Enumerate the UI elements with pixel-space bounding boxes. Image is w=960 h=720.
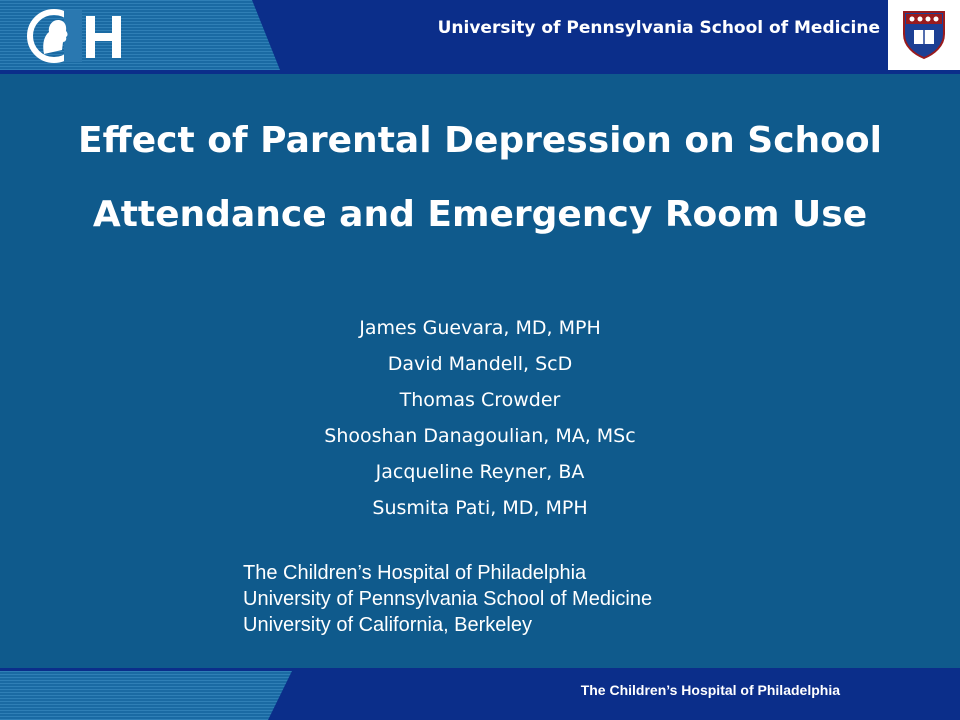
slide-title-line-1: Effect of Parental Depression on School [78, 120, 882, 161]
affiliation: University of California, Berkeley [243, 614, 532, 636]
footer-divider [0, 668, 960, 671]
author-name: Jacqueline Reyner, BA [375, 461, 585, 483]
author-name: David Mandell, ScD [387, 353, 573, 375]
penn-shield-icon [900, 8, 948, 60]
header-band [0, 0, 960, 70]
author-name: Shooshan Danagoulian, MA, MSc [324, 425, 636, 447]
author-name: James Guevara, MD, MPH [359, 317, 601, 339]
author-name: Susmita Pati, MD, MPH [372, 497, 588, 519]
crest-panel [888, 0, 960, 70]
affiliation-list [243, 561, 652, 639]
author-name: Thomas Crowder [399, 389, 561, 411]
affiliation: University of Pennsylvania School of Medicine [243, 588, 653, 610]
footer-text: The Children’s Hospital of Philadelphia [580, 682, 840, 698]
footer-band [0, 668, 960, 720]
chop-logo-icon [24, 6, 134, 70]
header-divider [0, 70, 960, 74]
author-list [0, 314, 960, 530]
header-institution: University of Pennsylvania School of Medicine [437, 18, 880, 38]
affiliation: The Children’s Hospital of Philadelphia [243, 562, 587, 584]
slide-title-line-2: Attendance and Emergency Room Use [92, 194, 868, 235]
